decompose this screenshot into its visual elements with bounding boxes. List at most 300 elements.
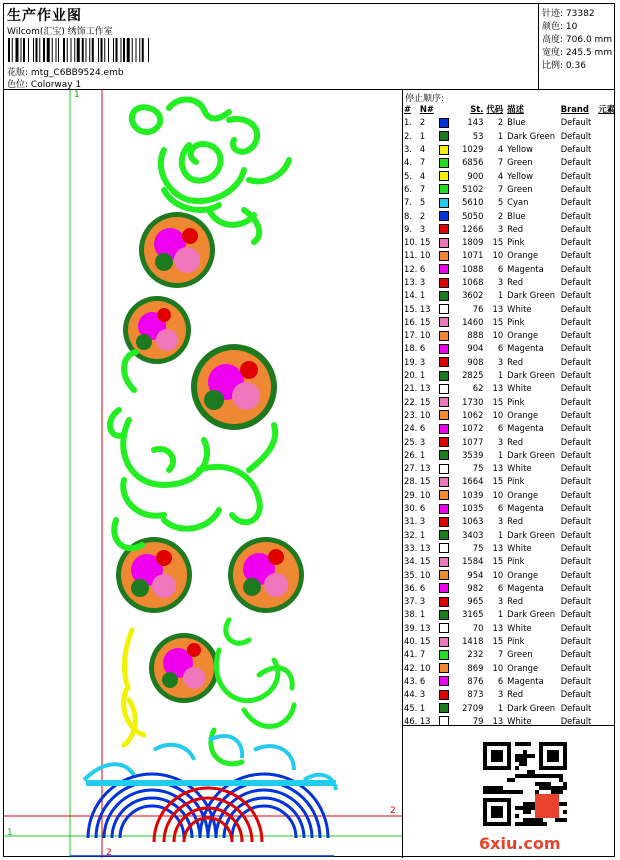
row-index: 28. <box>404 476 418 487</box>
color-swatch <box>439 118 449 128</box>
row-stitches: 1068 <box>462 277 484 287</box>
row-code: 7 <box>497 157 504 168</box>
row-stitches: 1418 <box>462 636 484 647</box>
stop-sequence-rows <box>403 116 615 728</box>
row-swatch <box>439 648 451 661</box>
row-element <box>598 435 615 448</box>
table-row <box>403 675 615 688</box>
row-brand: Default <box>560 316 592 327</box>
row-stitches: 70 <box>472 622 484 633</box>
row-code: 3 <box>497 356 504 367</box>
color-swatch <box>439 716 449 726</box>
row-needle: 10 <box>419 569 431 580</box>
row-needle: 13 <box>419 622 431 633</box>
row-swatch <box>439 475 451 488</box>
row-brand: Default <box>560 689 592 700</box>
row-description: Cyan <box>507 197 529 208</box>
page-title: 生产作业图 <box>7 8 82 24</box>
row-element <box>598 382 615 395</box>
row-description: Dark Green <box>507 529 556 540</box>
row-code: 15 <box>492 316 504 327</box>
row-swatch <box>439 356 451 369</box>
color-swatch <box>439 278 449 288</box>
row-description: Yellow <box>507 170 533 181</box>
row-needle: 5 <box>419 197 426 208</box>
color-swatch <box>439 517 449 527</box>
row-needle: 13 <box>419 463 431 474</box>
row-swatch <box>439 502 451 515</box>
row-brand: Default <box>560 476 592 487</box>
row-needle: 1 <box>419 529 426 540</box>
row-stitches: 75 <box>472 542 484 553</box>
row-needle: 10 <box>419 662 431 673</box>
row-index: 36. <box>404 582 418 593</box>
row-description: Red <box>507 356 524 367</box>
row-needle: 13 <box>419 383 431 394</box>
row-index: 30. <box>404 503 418 514</box>
table-row <box>403 183 615 196</box>
row-brand: Default <box>560 449 592 460</box>
row-description: Green <box>507 157 533 168</box>
color-swatch <box>439 490 449 500</box>
row-element <box>598 462 615 475</box>
row-swatch <box>439 489 451 502</box>
color-swatch <box>439 690 449 700</box>
row-swatch <box>439 462 451 475</box>
row-stitches: 3602 <box>462 290 484 301</box>
color-swatch <box>439 131 449 141</box>
row-element <box>598 688 615 701</box>
row-element <box>598 276 615 289</box>
color-swatch <box>439 450 449 460</box>
row-stitches: 79 <box>472 715 484 726</box>
color-swatch <box>439 610 449 620</box>
table-row <box>403 249 615 262</box>
table-row <box>403 555 615 568</box>
row-brand: Default <box>560 303 592 314</box>
row-needle: 6 <box>419 423 426 434</box>
row-stitches: 904 <box>467 343 484 354</box>
row-code: 3 <box>497 436 504 447</box>
table-row <box>403 502 615 515</box>
row-stitches: 1072 <box>462 423 484 434</box>
row-code: 13 <box>492 542 504 553</box>
row-index: 17. <box>404 330 418 341</box>
row-index: 3. <box>404 144 412 155</box>
row-code: 1 <box>497 609 504 620</box>
row-brand: Default <box>560 343 592 354</box>
row-code: 6 <box>497 503 504 514</box>
row-needle: 1 <box>419 449 426 460</box>
row-index: 25. <box>404 436 418 447</box>
colorway-label: 色位: <box>7 80 29 90</box>
table-row <box>403 223 615 236</box>
row-index: 43. <box>404 675 418 686</box>
row-stitches: 1088 <box>462 263 484 274</box>
row-stitches: 1266 <box>462 223 484 234</box>
row-element <box>598 502 615 515</box>
marker-1-top: 1 <box>74 90 80 100</box>
row-needle: 3 <box>419 277 426 287</box>
row-element <box>598 236 615 249</box>
col-stitches: St. <box>470 104 484 115</box>
row-code: 3 <box>497 596 504 607</box>
row-swatch <box>439 396 451 409</box>
row-swatch <box>439 289 451 302</box>
row-stitches: 1077 <box>462 436 484 447</box>
col-idx: # <box>404 104 412 115</box>
row-element <box>598 302 615 315</box>
row-code: 13 <box>492 383 504 394</box>
row-needle: 1 <box>419 130 426 141</box>
row-element <box>598 648 615 661</box>
table-row <box>403 635 615 648</box>
row-brand: Default <box>560 383 592 394</box>
row-stitches: 900 <box>467 170 484 181</box>
row-code: 1 <box>497 370 504 381</box>
row-index: 1. <box>404 117 412 128</box>
row-description: Pink <box>507 237 525 248</box>
row-stitches: 53 <box>472 130 484 141</box>
row-element <box>598 396 615 409</box>
row-needle: 15 <box>419 556 431 567</box>
color-swatch <box>439 543 449 553</box>
color-swatch <box>439 184 449 194</box>
row-brand: Default <box>560 144 592 155</box>
table-row <box>403 143 615 156</box>
row-brand: Default <box>560 277 592 287</box>
color-swatch <box>439 264 449 274</box>
row-code: 15 <box>492 396 504 407</box>
row-needle: 10 <box>419 489 431 500</box>
row-element <box>598 475 615 488</box>
color-swatch <box>439 357 449 367</box>
row-needle: 3 <box>419 689 426 700</box>
row-element <box>598 209 615 222</box>
embroidery-preview <box>4 90 403 858</box>
table-row <box>403 529 615 542</box>
table-row <box>403 648 615 661</box>
row-code: 13 <box>492 715 504 726</box>
marker-1-left: 1 <box>7 828 13 838</box>
color-swatch <box>439 477 449 487</box>
row-description: Magenta <box>507 343 544 354</box>
table-row <box>403 462 615 475</box>
row-needle: 1 <box>419 702 426 713</box>
row-code: 3 <box>497 223 504 234</box>
row-element <box>598 249 615 262</box>
row-element <box>598 515 615 528</box>
table-row <box>403 196 615 209</box>
row-needle: 10 <box>419 330 431 341</box>
row-index: 2. <box>404 130 412 141</box>
table-row <box>403 356 615 369</box>
row-element <box>598 143 615 156</box>
color-swatch <box>439 437 449 447</box>
row-index: 34. <box>404 556 418 567</box>
row-swatch <box>439 542 451 555</box>
row-index: 33. <box>404 542 418 553</box>
row-index: 15. <box>404 303 418 314</box>
row-swatch <box>439 236 451 249</box>
table-header-row <box>403 103 615 116</box>
row-element <box>598 263 615 276</box>
row-element <box>598 116 615 129</box>
row-index: 21. <box>404 383 418 394</box>
color-swatch <box>439 557 449 567</box>
row-index: 9. <box>404 223 412 234</box>
row-element <box>598 542 615 555</box>
row-swatch <box>439 661 451 674</box>
row-stitches: 232 <box>467 649 484 660</box>
row-stitches: 1035 <box>462 503 484 514</box>
row-code: 10 <box>492 662 504 673</box>
row-index: 29. <box>404 489 418 500</box>
color-swatch <box>439 291 449 301</box>
row-code: 13 <box>492 622 504 633</box>
row-brand: Default <box>560 423 592 434</box>
row-description: Red <box>507 596 524 607</box>
row-brand: Default <box>560 715 592 726</box>
row-description: Orange <box>507 330 539 341</box>
row-needle: 15 <box>419 316 431 327</box>
row-description: Pink <box>507 556 525 567</box>
table-row <box>403 688 615 701</box>
row-brand: Default <box>560 675 592 686</box>
flower-5 <box>228 537 304 613</box>
row-swatch <box>439 156 451 169</box>
row-stitches: 888 <box>467 330 484 341</box>
flower-6 <box>149 633 219 703</box>
color-swatch <box>439 251 449 261</box>
row-code: 5 <box>497 197 504 208</box>
row-swatch <box>439 369 451 382</box>
row-description: Dark Green <box>507 290 556 301</box>
col-swatch <box>439 103 451 116</box>
stop-sequence-table <box>403 103 615 728</box>
stat-height: 高度: 706.0 mm <box>542 35 613 45</box>
row-brand: Default <box>560 569 592 580</box>
row-needle: 7 <box>419 157 426 168</box>
row-brand: Default <box>560 330 592 341</box>
row-code: 4 <box>497 144 504 155</box>
row-element <box>598 183 615 196</box>
row-stitches: 76 <box>472 303 484 314</box>
row-swatch <box>439 116 451 129</box>
row-index: 7. <box>404 197 412 208</box>
row-swatch <box>439 382 451 395</box>
row-needle: 3 <box>419 223 426 234</box>
row-swatch <box>439 169 451 182</box>
color-swatch <box>439 238 449 248</box>
row-index: 16. <box>404 316 418 327</box>
design-preview <box>4 90 403 858</box>
row-code: 1 <box>497 449 504 460</box>
row-description: White <box>507 383 532 394</box>
row-index: 5. <box>404 170 412 181</box>
row-stitches: 5610 <box>462 197 484 208</box>
row-stitches: 1730 <box>462 396 484 407</box>
row-index: 22. <box>404 396 418 407</box>
row-needle: 10 <box>419 250 431 261</box>
table-row <box>403 568 615 581</box>
row-element <box>598 635 615 648</box>
row-index: 4. <box>404 157 412 168</box>
row-description: Red <box>507 277 524 287</box>
row-description: Green <box>507 649 533 660</box>
row-brand: Default <box>560 556 592 567</box>
row-brand: Default <box>560 370 592 381</box>
row-stitches: 143 <box>467 117 484 128</box>
row-swatch <box>439 342 451 355</box>
row-index: 10. <box>404 237 418 248</box>
row-swatch <box>439 449 451 462</box>
row-needle: 7 <box>419 183 426 194</box>
row-stitches: 869 <box>467 662 484 673</box>
col-element: 元素 <box>598 104 615 115</box>
color-swatch <box>439 410 449 420</box>
row-stitches: 1664 <box>462 476 484 487</box>
row-code: 7 <box>497 649 504 660</box>
cyan-base-strip <box>86 780 336 786</box>
row-needle: 3 <box>419 356 426 367</box>
row-code: 13 <box>492 303 504 314</box>
row-index: 31. <box>404 516 418 527</box>
row-code: 2 <box>497 117 504 128</box>
row-element <box>598 661 615 674</box>
row-element <box>598 169 615 182</box>
row-description: Pink <box>507 636 525 647</box>
table-row <box>403 302 615 315</box>
qr-panel <box>403 726 615 858</box>
flower-1 <box>139 212 215 288</box>
row-description: White <box>507 303 532 314</box>
row-brand: Default <box>560 702 592 713</box>
row-element <box>598 196 615 209</box>
row-index: 6. <box>404 183 412 194</box>
row-code: 6 <box>497 343 504 354</box>
table-row <box>403 329 615 342</box>
row-needle: 2 <box>419 210 426 221</box>
color-swatch <box>439 331 449 341</box>
table-row <box>403 542 615 555</box>
row-index: 19. <box>404 356 418 367</box>
stat-width: 宽度: 245.5 mm <box>542 48 613 58</box>
color-swatch <box>439 424 449 434</box>
color-swatch <box>439 504 449 514</box>
row-swatch <box>439 568 451 581</box>
watermark: 6xiu.com <box>479 834 561 853</box>
row-stitches: 6856 <box>462 157 484 168</box>
row-needle: 3 <box>419 436 426 447</box>
color-swatch <box>439 371 449 381</box>
color-swatch <box>439 198 449 208</box>
row-element <box>598 223 615 236</box>
row-swatch <box>439 130 451 143</box>
row-element <box>598 608 615 621</box>
row-stitches: 2825 <box>462 370 484 381</box>
color-swatch <box>439 171 449 181</box>
lower-swirl-motif <box>211 620 294 764</box>
row-description: Orange <box>507 662 539 673</box>
color-swatch <box>439 703 449 713</box>
row-needle: 13 <box>419 303 431 314</box>
row-swatch <box>439 555 451 568</box>
row-swatch <box>439 143 451 156</box>
row-index: 13. <box>404 277 418 287</box>
design-file: mtg_C6BB9524.emb <box>30 68 124 78</box>
color-swatch <box>439 397 449 407</box>
col-brand: Brand <box>560 104 589 115</box>
table-row <box>403 622 615 635</box>
row-description: White <box>507 463 532 474</box>
row-brand: Default <box>560 409 592 420</box>
table-row <box>403 236 615 249</box>
row-needle: 15 <box>419 476 431 487</box>
table-row <box>403 595 615 608</box>
row-description: Green <box>507 183 533 194</box>
row-needle: 6 <box>419 503 426 514</box>
color-swatch <box>439 384 449 394</box>
row-index: 20. <box>404 370 418 381</box>
row-brand: Default <box>560 117 592 128</box>
row-index: 46. <box>404 715 418 726</box>
row-element <box>598 555 615 568</box>
row-description: White <box>507 542 532 553</box>
color-swatch <box>439 464 449 474</box>
row-code: 15 <box>492 476 504 487</box>
row-brand: Default <box>560 170 592 181</box>
table-row <box>403 396 615 409</box>
row-description: Pink <box>507 476 525 487</box>
row-description: Dark Green <box>507 702 556 713</box>
row-element <box>598 701 615 714</box>
row-swatch <box>439 582 451 595</box>
row-stitches: 1039 <box>462 489 484 500</box>
table-row <box>403 409 615 422</box>
row-needle: 3 <box>419 516 426 527</box>
flower-3 <box>191 344 277 430</box>
row-code: 10 <box>492 489 504 500</box>
row-swatch <box>439 529 451 542</box>
row-needle: 7 <box>419 649 426 660</box>
row-code: 1 <box>497 702 504 713</box>
row-element <box>598 369 615 382</box>
stop-sequence-title: 停止顺序: <box>405 94 445 104</box>
color-swatch <box>439 570 449 580</box>
row-code: 6 <box>497 675 504 686</box>
row-swatch <box>439 435 451 448</box>
row-brand: Default <box>560 183 592 194</box>
row-brand: Default <box>560 529 592 540</box>
row-code: 10 <box>492 250 504 261</box>
row-index: 35. <box>404 569 418 580</box>
row-index: 38. <box>404 609 418 620</box>
table-row <box>403 661 615 674</box>
row-description: Red <box>507 223 524 234</box>
row-index: 45. <box>404 702 418 713</box>
row-code: 3 <box>497 516 504 527</box>
row-needle: 6 <box>419 263 426 274</box>
row-needle: 1 <box>419 290 426 301</box>
row-swatch <box>439 249 451 262</box>
table-row <box>403 169 615 182</box>
row-description: Orange <box>507 409 539 420</box>
row-code: 7 <box>497 183 504 194</box>
col-code: 代码 <box>486 104 504 115</box>
row-code: 3 <box>497 689 504 700</box>
row-element <box>598 529 615 542</box>
